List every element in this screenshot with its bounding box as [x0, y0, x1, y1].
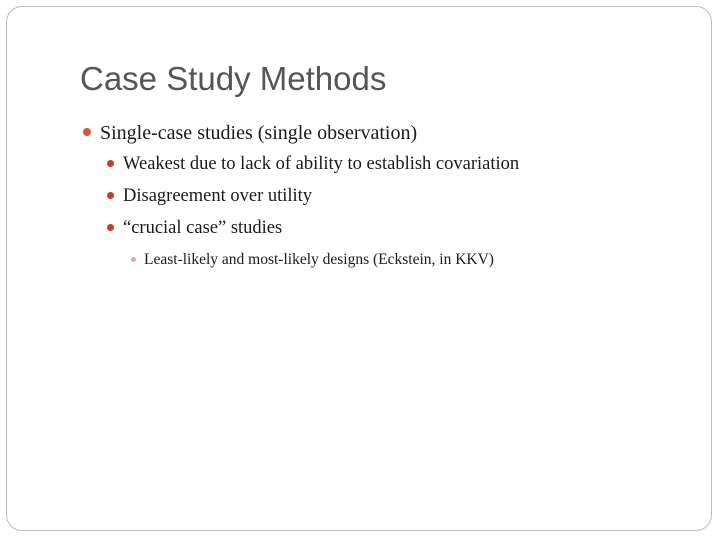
bullet-dot-icon — [83, 128, 91, 136]
bullet-text: Single-case studies (single observation) — [100, 122, 418, 144]
bullet-text: Weakest due to lack of ability to establish covariation — [123, 154, 520, 174]
bullet-dot-icon — [107, 192, 114, 199]
bullet-text: Disagreement over utility — [123, 186, 313, 206]
slide-title: Case Study Methods — [80, 60, 387, 97]
bullet-dot-icon — [107, 160, 114, 167]
bullet-item-level2 — [80, 212, 680, 244]
bullet-list — [80, 118, 680, 276]
bullet-text: “crucial case” studies — [123, 218, 283, 238]
bullet-dot-icon — [107, 224, 114, 231]
bullet-item-level3 — [80, 244, 680, 276]
bullet-item-level2 — [80, 148, 680, 180]
bullet-dot-icon — [131, 257, 136, 262]
bullet-text: Least-likely and most-likely designs (Eckstein, in KKV) — [144, 251, 494, 268]
bullet-item-level1 — [80, 118, 680, 148]
bullet-item-level2 — [80, 180, 680, 212]
